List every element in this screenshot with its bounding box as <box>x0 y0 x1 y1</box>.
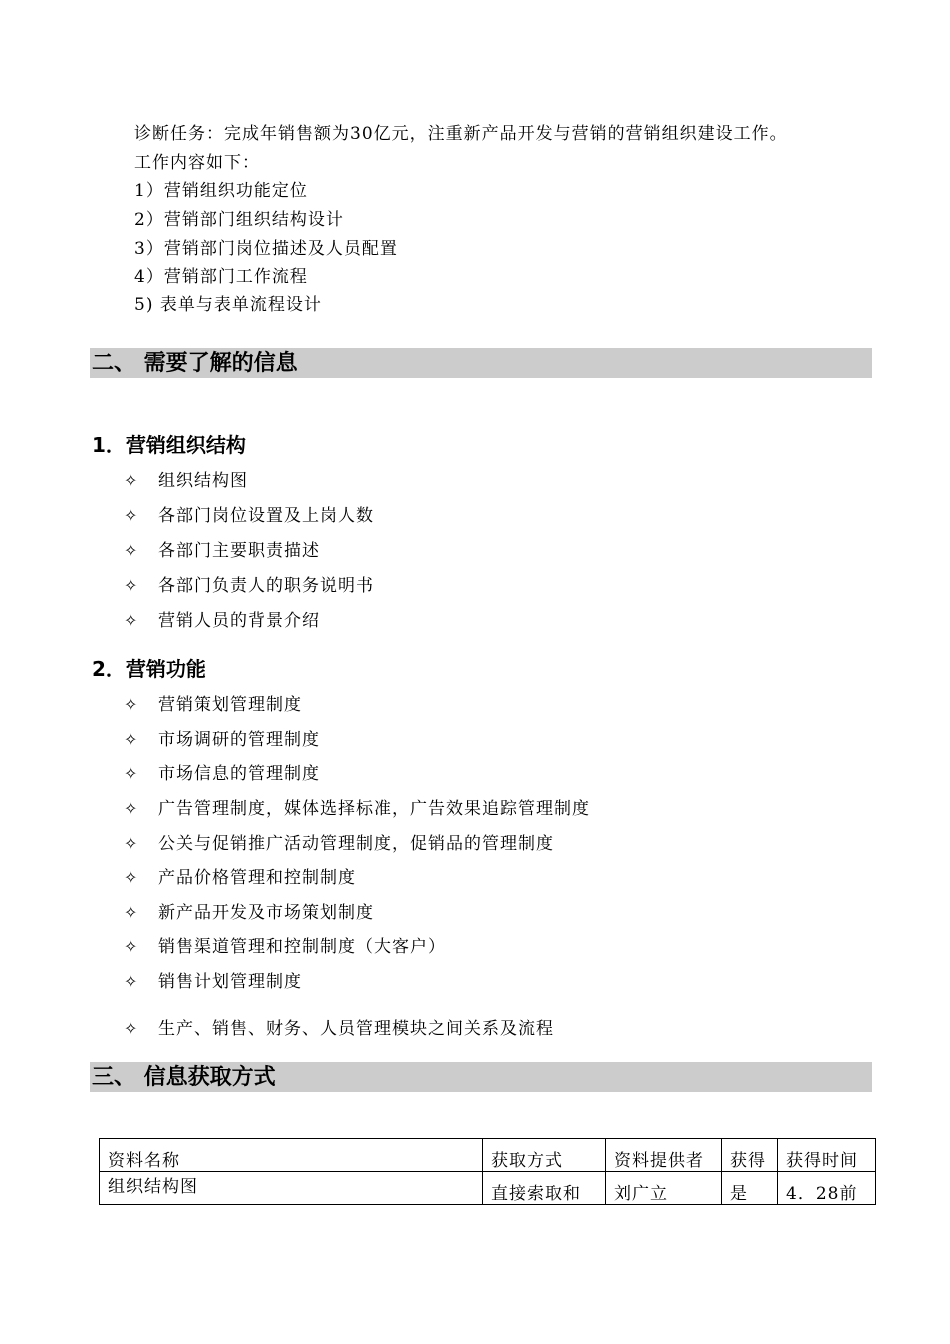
table-cell: 是 <box>722 1172 778 1205</box>
list-item: ✧ 广告管理制度，媒体选择标准，广告效果追踪管理制度 <box>124 799 590 819</box>
work-content-heading: 工作内容如下： <box>134 153 260 173</box>
diamond-bullet-icon: ✧ <box>124 471 139 490</box>
diamond-bullet-icon: ✧ <box>124 576 139 595</box>
list-item: ✧ 销售计划管理制度 <box>124 972 302 992</box>
table-header-row <box>100 1139 876 1172</box>
column-header: 获得 <box>722 1139 778 1172</box>
work-item: 3）营销部门岗位描述及人员配置 <box>134 239 398 259</box>
diamond-bullet-icon: ✧ <box>124 834 139 853</box>
diamond-bullet-icon: ✧ <box>124 799 139 818</box>
list-item: ✧ 市场信息的管理制度 <box>124 764 320 784</box>
diamond-bullet-icon: ✧ <box>124 730 139 749</box>
sub-heading-org-structure: 1．营销组织结构 <box>92 433 246 457</box>
list-item: ✧ 各部门主要职责描述 <box>124 541 320 561</box>
list-item: ✧ 销售渠道管理和控制制度（大客户） <box>124 937 446 957</box>
list-item: ✧ 新产品开发及市场策划制度 <box>124 903 374 923</box>
column-header: 资料提供者 <box>606 1139 722 1172</box>
list-item: ✧ 市场调研的管理制度 <box>124 730 320 750</box>
diamond-bullet-icon: ✧ <box>124 972 139 991</box>
table-cell: 刘广立 <box>606 1172 722 1205</box>
diamond-bullet-icon: ✧ <box>124 695 139 714</box>
sub-heading-marketing-function: 2．营销功能 <box>92 657 206 681</box>
diamond-bullet-icon: ✧ <box>124 541 139 560</box>
table-cell: 4．28前 <box>778 1172 876 1205</box>
diamond-bullet-icon: ✧ <box>124 868 139 887</box>
diagnosis-task: 诊断任务：完成年销售额为30亿元，注重新产品开发与营销的营销组织建设工作。 <box>134 124 788 144</box>
work-item: 2）营销部门组织结构设计 <box>134 210 344 230</box>
diamond-bullet-icon: ✧ <box>124 1019 139 1038</box>
list-item: ✧ 产品价格管理和控制制度 <box>124 868 356 888</box>
list-item: ✧ 组织结构图 <box>124 471 248 491</box>
work-item: 4）营销部门工作流程 <box>134 267 308 287</box>
section-title-info-needed: 二、 需要了解的信息 <box>92 351 298 376</box>
column-header: 资料名称 <box>100 1139 483 1172</box>
table-cell: 组织结构图 <box>100 1172 483 1205</box>
list-item: ✧ 营销人员的背景介绍 <box>124 611 320 631</box>
diamond-bullet-icon: ✧ <box>124 903 139 922</box>
table-cell: 直接索取和 <box>483 1172 606 1205</box>
diamond-bullet-icon: ✧ <box>124 764 139 783</box>
diamond-bullet-icon: ✧ <box>124 506 139 525</box>
info-acquisition-table <box>99 1138 876 1205</box>
list-item: ✧ 营销策划管理制度 <box>124 695 302 715</box>
table-row <box>100 1172 876 1205</box>
column-header: 获取方式 <box>483 1139 606 1172</box>
list-item: ✧ 生产、销售、财务、人员管理模块之间关系及流程 <box>124 1019 554 1039</box>
list-item: ✧ 公关与促销推广活动管理制度，促销品的管理制度 <box>124 834 554 854</box>
work-item: 5) 表单与表单流程设计 <box>134 295 322 315</box>
diamond-bullet-icon: ✧ <box>124 611 139 630</box>
section-title-info-acquisition: 三、 信息获取方式 <box>92 1065 276 1090</box>
work-item: 1）营销组织功能定位 <box>134 181 308 201</box>
list-item: ✧ 各部门负责人的职务说明书 <box>124 576 374 596</box>
column-header: 获得时间 <box>778 1139 876 1172</box>
diamond-bullet-icon: ✧ <box>124 937 139 956</box>
list-item: ✧ 各部门岗位设置及上岗人数 <box>124 506 374 526</box>
